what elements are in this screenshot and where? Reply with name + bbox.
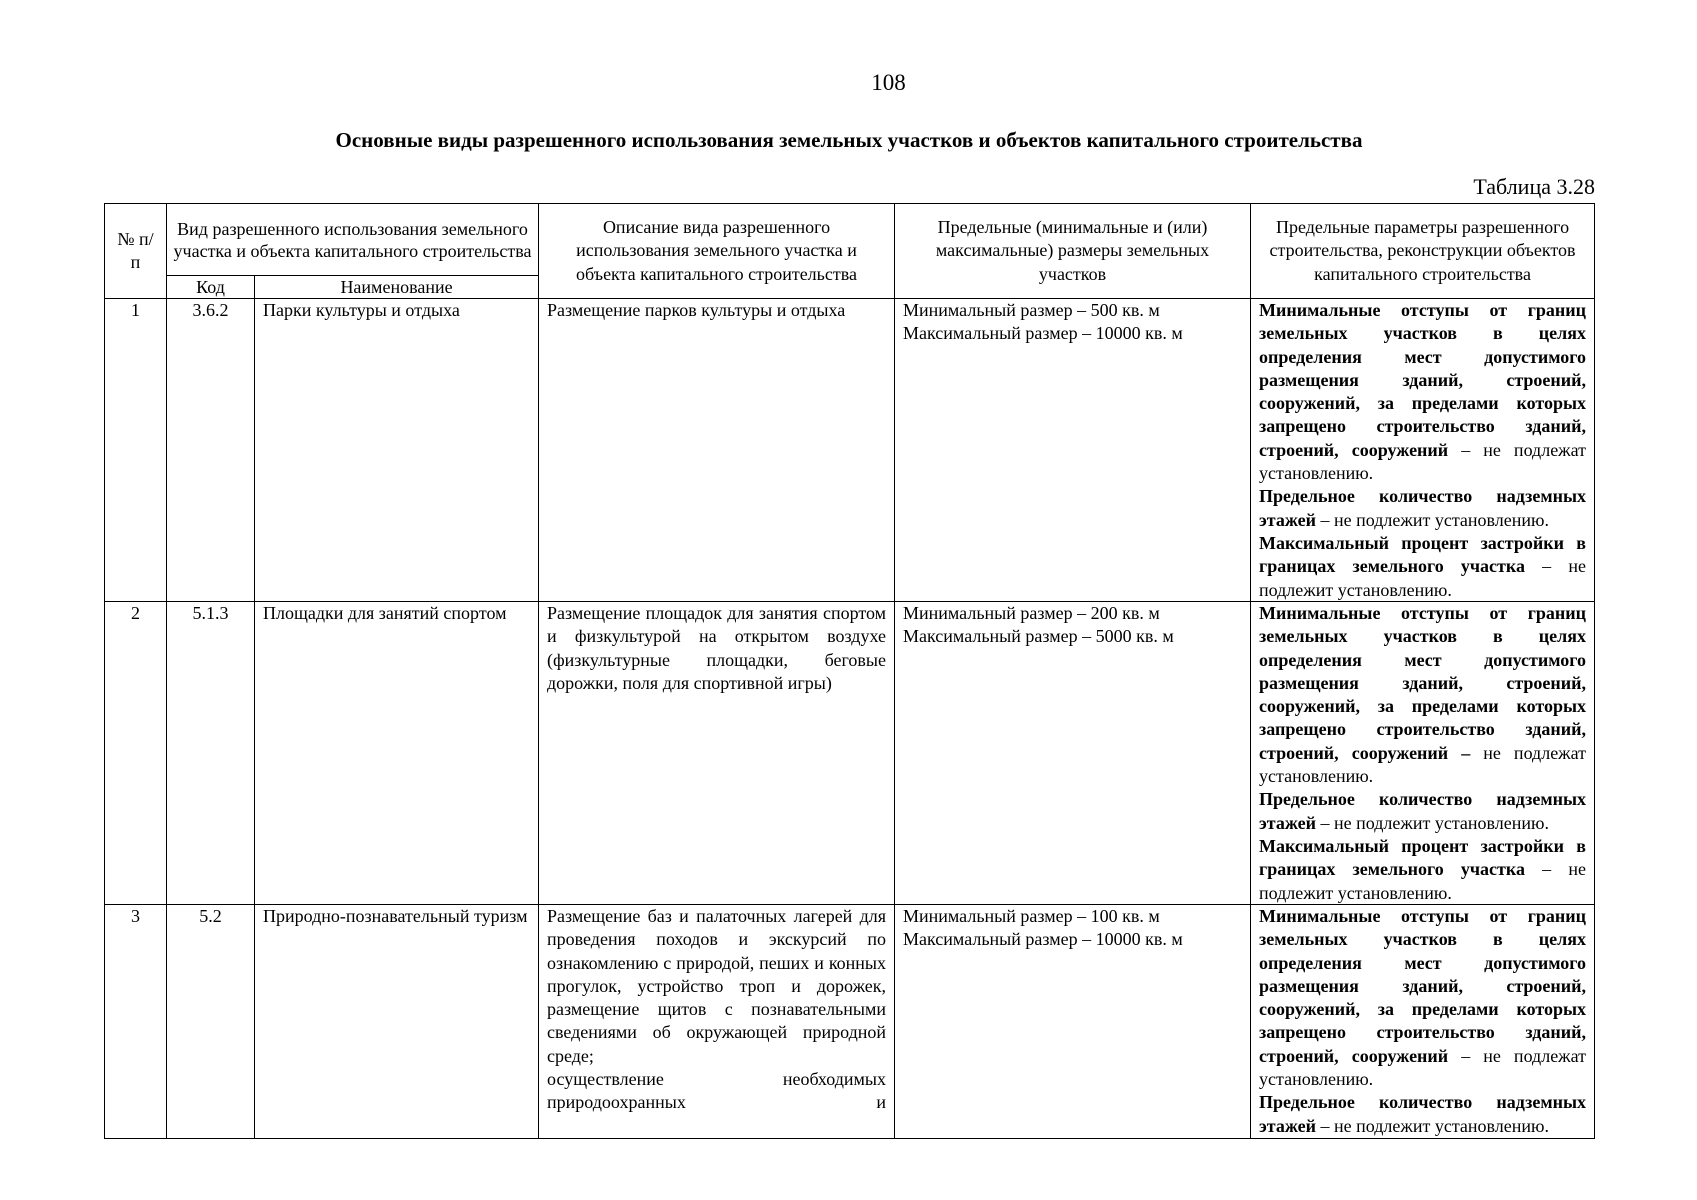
row-params <box>1251 299 1595 602</box>
row-description <box>539 602 895 905</box>
table-row <box>105 602 1595 905</box>
param-floors-value: – не подлежит установлению. <box>1316 812 1549 833</box>
header-sizes: Предельные (минимальные и (или) максимальные) размеры земельных участков <box>895 204 1251 299</box>
max-size: Максимальный размер – 10000 кв. м <box>903 929 1183 950</box>
table-row <box>105 299 1595 602</box>
row-name: Природно-познавательный туризм <box>255 905 539 1139</box>
row-code: 3.6.2 <box>167 299 255 602</box>
header-description: Описание вида разрешенного использования земельного участка и объекта капитального строительства <box>539 204 895 299</box>
param-floors-value: – не подлежит установлению. <box>1316 1115 1549 1136</box>
param-coverage-value: – не подлежит установлению. <box>1259 556 1587 600</box>
description-text: Размещение баз и палаточных лагерей для проведения походов и экскурсий по ознакомлению с природой, пеших и конных прогулок, устройство троп и дорожек, размещение щитов с познавательными сведениями об окружающей природной среде; <box>547 906 887 1066</box>
min-size: Минимальный размер – 100 кв. м <box>903 906 1160 926</box>
row-name: Площадки для занятий спортом <box>255 602 539 905</box>
max-size: Максимальный размер – 5000 кв. м <box>903 626 1174 647</box>
row-sizes <box>895 905 1251 1139</box>
param-setbacks-value: – не подлежат установлению. <box>1259 1045 1587 1090</box>
row-params <box>1251 905 1595 1139</box>
row-params <box>1251 602 1595 905</box>
param-setbacks-label: Минимальные отступы от границ земельных участков в целях определения мест допустимого размещения зданий, строений, сооружений, за пределами которых запрещено строительство зданий, строений, сооружений <box>1259 906 1587 1066</box>
row-code: 5.1.3 <box>167 602 255 905</box>
param-setbacks-value: не подлежат установлению. <box>1259 742 1587 787</box>
row-sizes <box>895 299 1251 602</box>
param-floors-label: Предельное количество надземных этажей <box>1259 1092 1587 1136</box>
header-name: Наименование <box>255 276 539 299</box>
page-number: 108 <box>871 70 906 95</box>
description-text-continued: осуществление необходимых природоохранных и <box>547 1069 887 1113</box>
max-size: Максимальный размер – 10000 кв. м <box>903 323 1183 344</box>
row-sizes <box>895 602 1251 905</box>
page-title: Основные виды разрешенного использования земельных участков и объектов капитального строительства <box>335 128 1363 152</box>
min-size: Минимальный размер – 200 кв. м <box>903 603 1160 623</box>
description-text: Размещение парков культуры и отдыха <box>547 300 846 320</box>
land-use-table <box>104 203 1595 1139</box>
row-num: 1 <box>105 299 167 602</box>
param-setbacks-label: Минимальные отступы от границ земельных участков в целях определения мест допустимого размещения зданий, строений, сооружений, за пределами которых запрещено строительство зданий, строений, сооружений <box>1259 300 1587 460</box>
param-floors-label: Предельное количество надземных этажей <box>1259 486 1587 530</box>
row-code: 5.2 <box>167 905 255 1139</box>
row-description <box>539 299 895 602</box>
table-row <box>105 905 1595 1139</box>
param-coverage-label: Максимальный процент застройки в границах земельного участка <box>1259 532 1587 577</box>
row-name: Парки культуры и отдыха <box>255 299 539 602</box>
header-num: № п/п <box>105 204 167 299</box>
header-kind-group: Вид разрешенного использования земельного участка и объекта капитального строительства <box>167 204 539 276</box>
header-params: Предельные параметры разрешенного строительства, реконструкции объектов капитального строительства <box>1251 204 1595 299</box>
table-caption: Таблица 3.28 <box>1473 174 1595 199</box>
row-num: 2 <box>105 602 167 905</box>
param-setbacks-value: – не подлежат установлению. <box>1259 439 1587 484</box>
param-coverage-label: Максимальный процент застройки в границах земельного участка <box>1259 835 1587 880</box>
param-floors-value: – не подлежит установлению. <box>1316 509 1549 530</box>
param-coverage-value: – не подлежит установлению. <box>1259 859 1587 903</box>
param-setbacks-label: Минимальные отступы от границ земельных участков в целях определения мест допустимого размещения зданий, строений, сооружений, за пределами которых запрещено строительство зданий, строений, сооружений – <box>1259 603 1587 763</box>
header-code: Код <box>167 276 255 299</box>
row-num: 3 <box>105 905 167 1139</box>
param-floors-label: Предельное количество надземных этажей <box>1259 789 1587 833</box>
row-description <box>539 905 895 1139</box>
description-text: Размещение площадок для занятия спортом и физкультурой на открытом воздухе (физкультурные площадки, беговые дорожки, поля для спортивной игры) <box>547 603 887 693</box>
min-size: Минимальный размер – 500 кв. м <box>903 300 1160 320</box>
